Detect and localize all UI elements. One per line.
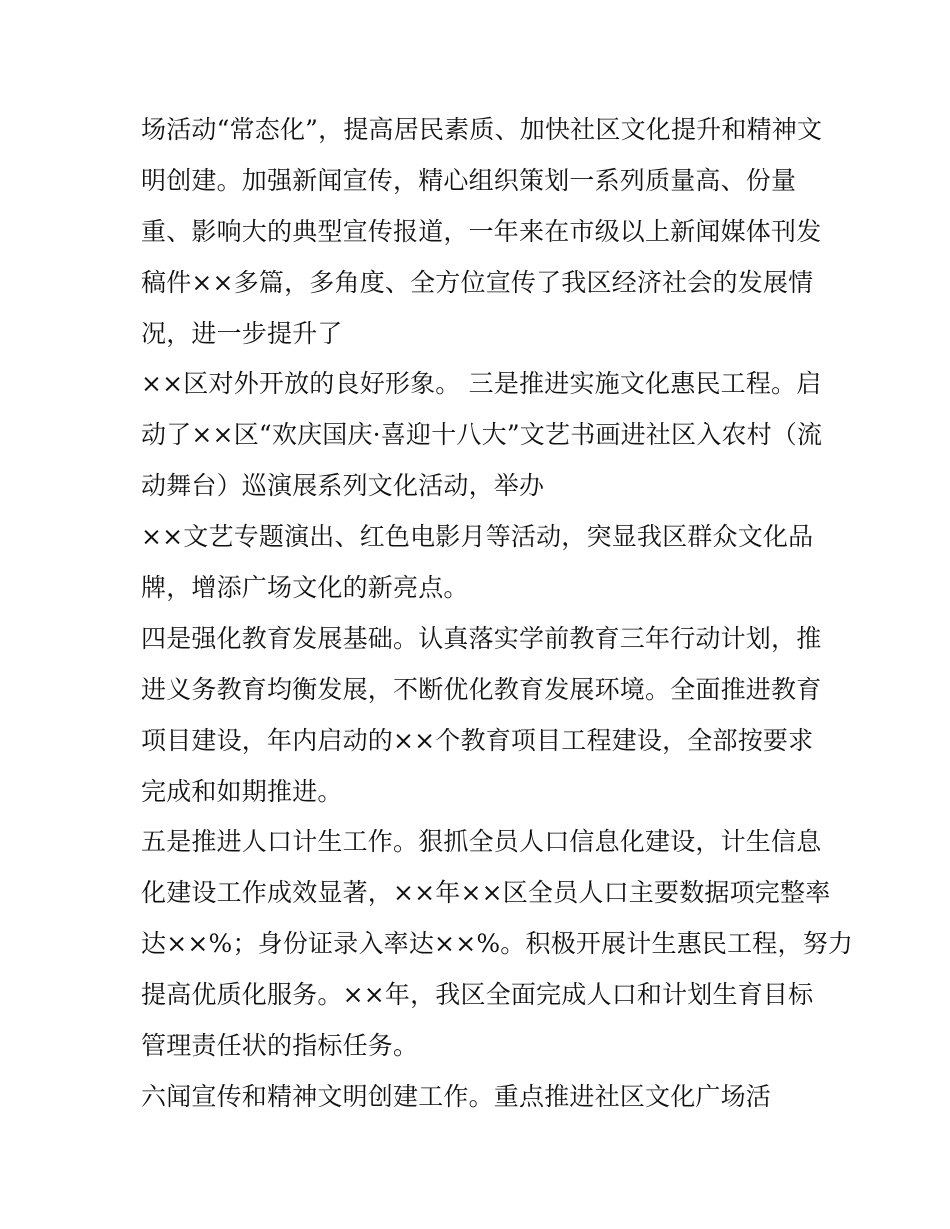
text-line: 完成和如期推进。 [141, 776, 343, 806]
text-line: 达××%；身份证录入率达××%。积极开展计生惠民工程，努力 [141, 929, 854, 959]
text-line: 五是推进人口计生工作。狠抓全员人口信息化建设，计生信息 [141, 827, 822, 857]
text-line: 管理责任状的指标任务。 [141, 1031, 419, 1061]
text-line: 六闻宣传和精神文明创建工作。重点推进社区文化广场活 [141, 1081, 772, 1111]
text-line: 明创建。加强新闻宣传，精心组织策划一系列质量高、份量 [141, 165, 797, 195]
text-line: 化建设工作成效显著，××年××区全员人口主要数据项完整率 [141, 878, 831, 908]
text-line: ××区对外开放的良好形象。 三是推进实施文化惠民工程。启 [141, 369, 822, 399]
text-line: 动舞台）巡演展系列文化活动，举办 [141, 471, 545, 501]
text-line: 项目建设，年内启动的××个教育项目工程建设，全部按要求 [141, 725, 814, 755]
text-line: 牌，增添广场文化的新亮点。 [141, 573, 469, 603]
text-line: 况，进一步提升了 [141, 318, 343, 348]
text-line: ××文艺专题演出、红色电影月等活动，突显我区群众文化品 [141, 522, 814, 552]
text-line: 进义务教育均衡发展，不断优化教育发展环境。全面推进教育 [141, 674, 822, 704]
text-line: 稿件××多篇，多角度、全方位宣传了我区经济社会的发展情 [141, 267, 814, 297]
text-line: 提高优质化服务。××年，我区全面完成人口和计划生育目标 [141, 980, 814, 1010]
document-body [141, 105, 854, 1123]
text-line: 四是强化教育发展基础。认真落实学前教育三年行动计划，推 [141, 623, 822, 653]
text-line: 场活动“常态化”，提高居民素质、加快社区文化提升和精神文 [141, 115, 823, 144]
text-line: 动了××区“欢庆国庆·喜迎十八大”文艺书画进社区入农村（流 [141, 420, 823, 450]
text-line: 重、影响大的典型宣传报道，一年来在市级以上新闻媒体刊发 [141, 216, 822, 246]
